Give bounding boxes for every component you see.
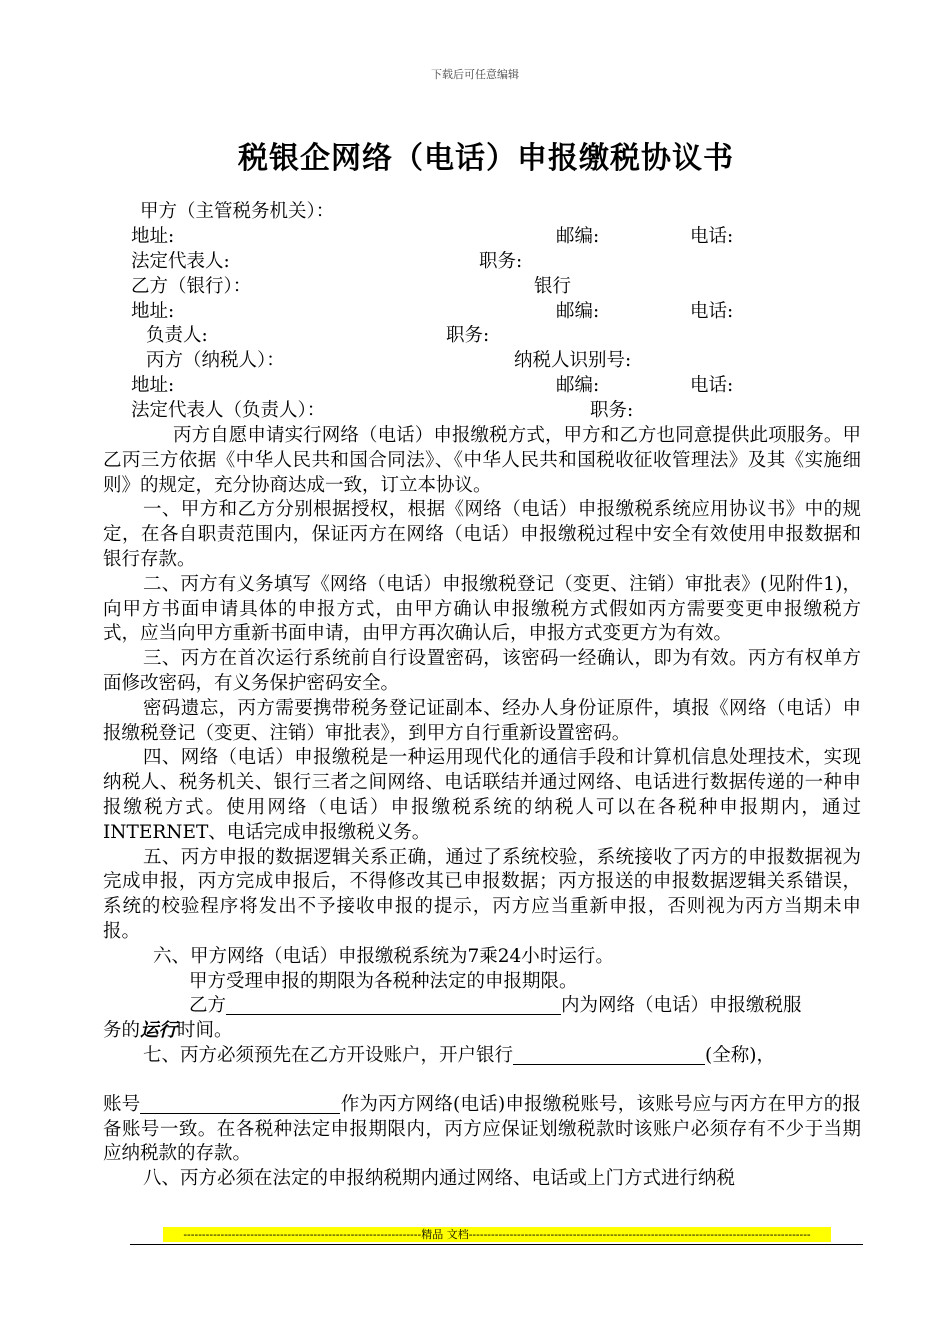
paragraph-7-pre: 七、丙方必须预先在乙方开设账户，开户银行 — [143, 1044, 514, 1066]
party-a-postcode-label: 邮编: — [556, 226, 600, 247]
party-b-address-label: 地址: — [131, 301, 175, 322]
paragraph-6d — [103, 1019, 861, 1044]
party-a-label: 甲方（主管税务机关）： — [140, 201, 335, 222]
party-b-label: 乙方（银行）： — [131, 276, 252, 297]
footer-highlight — [163, 1227, 831, 1242]
party-c-legal-rep-label: 法定代表人（负责人）： — [131, 400, 326, 421]
paragraph-6c — [103, 994, 861, 1019]
agreement-body — [103, 424, 861, 1192]
paragraph-5: 五、丙方申报的数据逻辑关系正确，通过了系统校验，系统接收了丙方的申报数据视为完成申报，丙方完成申报后，不得修改其已申报数据；丙方报送的申报数据逻辑关系错误，系统的校验程序将发出不予接收申报的提示，丙方应当重新申报，否则视为丙方当期未申报。 — [103, 846, 861, 942]
bank-service-blank — [226, 996, 561, 1015]
party-c-label: 丙方（纳税人）： — [146, 350, 285, 371]
party-b-position-label: 职务: — [446, 325, 490, 346]
party-c-phone-label: 电话: — [690, 375, 734, 396]
paragraph-3: 三、丙方在首次运行系统前自行设置密码，该密码一经确认，即为有效。丙方有权单方面修改密码，有义务保护密码安全。 — [103, 648, 861, 694]
party-c-position-label: 职务: — [590, 400, 634, 421]
party-b-phone-label: 电话: — [690, 301, 734, 322]
footer-left-dashes: ---------------------------------------------------------------- — [183, 1228, 422, 1241]
party-b-responsible-label: 负责人: — [146, 325, 208, 346]
header-note: 下载后可任意编辑 — [431, 68, 519, 81]
paragraph-7 — [103, 1044, 861, 1069]
opening-bank-blank — [513, 1046, 705, 1065]
paragraph-2: 二、丙方有义务填写《网络（电话）申报缴税登记（变更、注销）审批表》(见附件1)，向甲方书面申请具体的申报方式，由甲方确认申报缴税方式假如丙方需要变更申报缴税方式，应当向甲方重新书面申请，由甲方再次确认后，申报方式变更方为有效。 — [103, 573, 861, 645]
party-b-postcode-label: 邮编: — [556, 301, 600, 322]
footer-center-text: 精品 文档 — [421, 1228, 469, 1241]
party-a-phone-label: 电话: — [690, 226, 734, 247]
paragraph-6c-pre: 乙方 — [189, 995, 227, 1017]
paragraph-4: 四、网络（电话）申报缴税是一种运用现代化的通信手段和计算机信息处理技术，实现纳税人、税务机关、银行三者之间网络、电话联结并通过网络、电话进行数据传递的一种申报缴税方式。使用网络（电话）申报缴税系统的纳税人可以在各税种申报期内，通过INTERNET、电话完成申报缴税义务。 — [103, 747, 861, 843]
footer-right-dashes: -------------------------------------------------------------------------------------------- — [468, 1228, 811, 1241]
document-title: 税银企网络（电话）申报缴税协议书 — [238, 141, 734, 176]
taxpayer-id-label: 纳税人识别号: — [514, 350, 632, 371]
party-a-address-label: 地址: — [131, 226, 175, 247]
paragraph-6b: 甲方受理申报的期限为各税种法定的申报期限。 — [189, 970, 578, 992]
paragraph-6: 六、甲方网络（电话）申报缴税系统为7乘24小时运行。 — [153, 945, 614, 967]
paragraph-7-post: (全称)， — [705, 1044, 775, 1066]
party-c-postcode-label: 邮编: — [556, 375, 600, 396]
paragraph-7b — [103, 1093, 861, 1167]
footer-rule — [130, 1244, 863, 1245]
party-a-legal-rep-label: 法定代表人: — [131, 251, 230, 272]
paragraph-8: 八、丙方必须在法定的申报纳税期内通过网络、电话或上门方式进行纳税 — [143, 1168, 736, 1190]
paragraph-6c-post: 内为网络（电话）申报缴税服 — [561, 995, 802, 1017]
account-number-blank — [140, 1095, 340, 1114]
paragraph-7b-post: 作为丙方网络(电话)申报缴税账号，该账号应与丙方在甲方的报备账号一致。在各税种法定申报期限内，丙方应保证划缴税款时该账户必须存有不少于当期应纳税款的存款。 — [103, 1093, 861, 1165]
paragraph-7b-pre: 账号 — [103, 1093, 141, 1115]
paragraph-intro: 丙方自愿申请实行网络（电话）申报缴税方式，甲方和乙方也同意提供此项服务。甲乙丙三方依据《中华人民共和国合同法》、《中华人民共和国税收征收管理法》及其《实施细则》的规定，充分协商达成一致，订立本协议。 — [103, 425, 861, 496]
paragraph-6d-italic: 运行 — [140, 1020, 178, 1042]
paragraph-6d-pre: 务的 — [103, 1020, 141, 1042]
paragraph-3b: 密码遗忘，丙方需要携带税务登记证副本、经办人身份证原件，填报《网络（电话）申报缴税登记（变更、注销）审批表》，到甲方自行重新设置密码。 — [103, 697, 861, 744]
paragraph-1: 一、甲方和乙方分别根据授权，根据《网络（电话）申报缴税系统应用协议书》中的规定，在各自职责范围内，保证丙方在网络（电话）申报缴税过程中安全有效使用申报数据和银行存款。 — [103, 499, 861, 570]
bank-label: 银行 — [534, 276, 572, 297]
party-a-position-label: 职务: — [479, 251, 523, 272]
paragraph-6d-post: 时间。 — [177, 1020, 233, 1042]
party-c-address-label: 地址: — [131, 375, 175, 396]
